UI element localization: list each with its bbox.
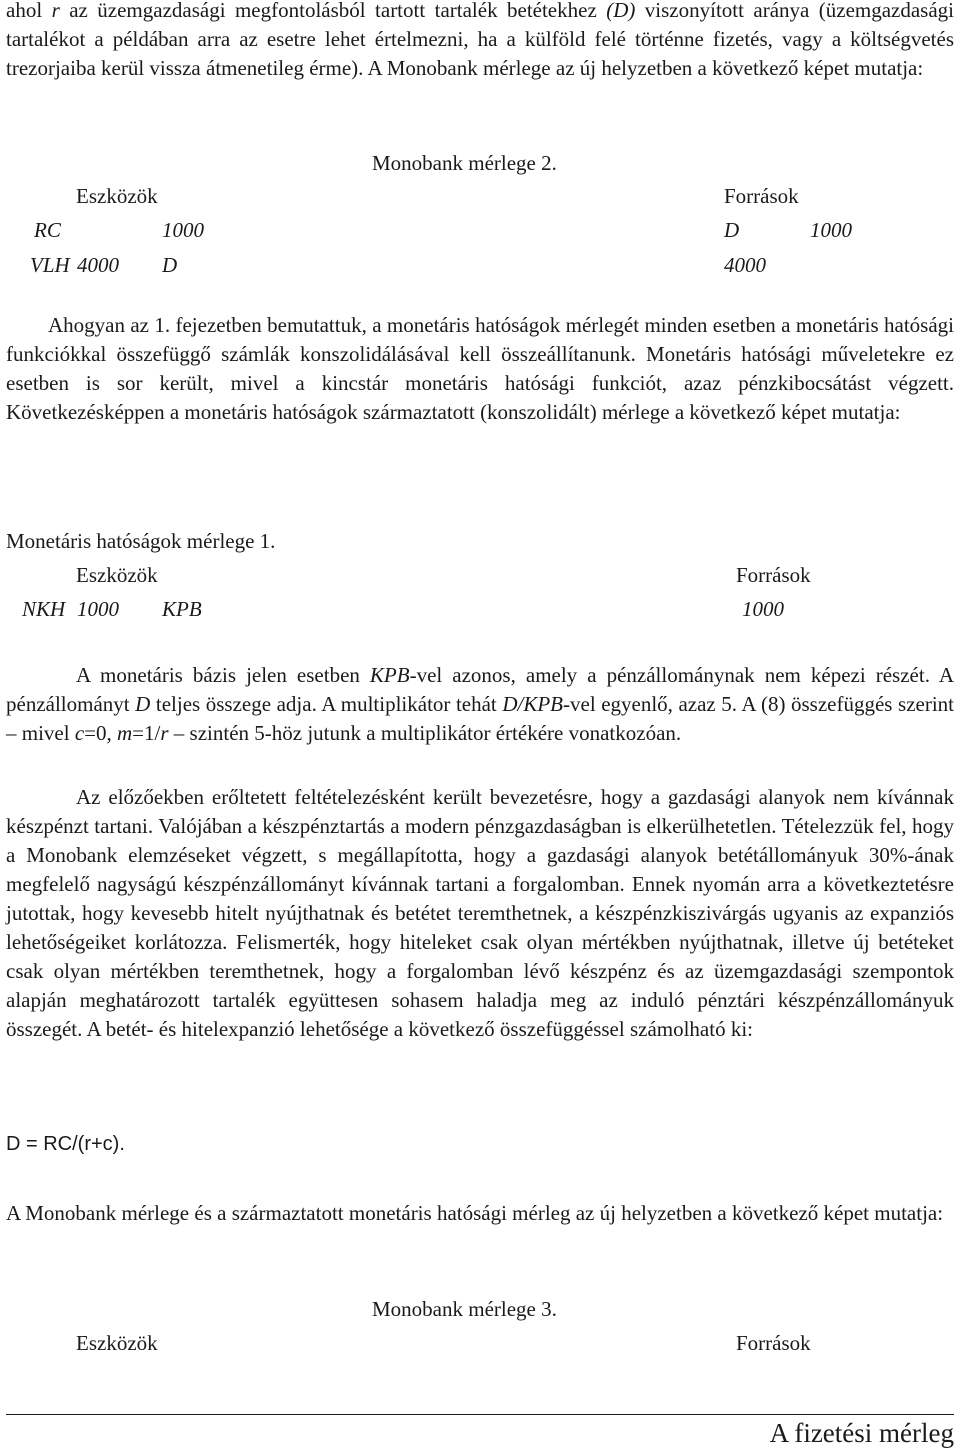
balance2-asset-vlh: VLH [30, 253, 70, 277]
monetary-balance1-liabilities-header: Források [736, 563, 811, 587]
text-run: A monetáris bázis jelen esetben [76, 663, 370, 687]
balance2-asset-rc-value: 1000 [162, 218, 204, 242]
monetary-balance1-asset-value: 1000 [77, 597, 119, 621]
balance2-title: Monobank mérlege 2. [372, 151, 557, 175]
var-D: (D) [606, 0, 636, 22]
ahogyan-paragraph: Ahogyan az 1. fejezetben bemutattuk, a monetáris hatóságok mérlegét minden esetben a monetáris hatósági funkciókkal összefüggő számlák konszolidálásával kell összeállítanunk. Monetáris hatósági műveletekre ez esetben is sor került, mivel a kincstár monetáris hatósági funkciót, azaz pénzkibocsátást végzett. Következésképpen a monetáris hatóságok származtatott (konszolidált) mérlege a következő képet mutatja: [6, 313, 954, 424]
text-run: -vel azonos, amely a pénzállománynak nem képezi részét. A pénzállományt [6, 663, 954, 716]
text-run: viszonyított aránya (üzemgazdasági tartalékot a példában arra az esetre lehet értelmezni, ha a külföld felé történne fizetés, vagy a költségvetés trezorjaiba kerül vissza átmenetileg érme). A Monobank mérlege az új helyzetben a következő képet mutatja: [6, 0, 955, 80]
intro-paragraph [6, 0, 954, 83]
multiplier-formula: D = RC/(r+c). [6, 1133, 125, 1155]
cash-holding-paragraph: Az előzőekben erőltetett feltételezésként került bevezetésre, hogy a gazdasági alanyok nem kívánnak készpénzt tartani. Valójában a készpénztartás a modern pénzgazdaságban is elkerülhetetlen. Tételezzük fel, hogy a Monobank elemzéseket végzett, s megállapította, hogy a gazdasági alanyok betétállományuk 30%-ának megfelelő nagyságú készpénzállományt kívánnak tartani a forgalomban. Ennek nyomán arra a következtetésre jutottak, hogy kevesebb hitelt nyújthatnak és betétet teremthetnek, a készpénzkiszivárgás ugyanis az expanziós lehetőségeiket korlátozza. Felismerték, hogy hiteleket csak olyan mértékben nyújthatnak, illetve új betéteket csak olyan mértékben teremthetnek, hogy a forgalomban lévő készpénz és az üzemgazdasági szempontok alapján meghatározott tartalék együttesen sohasem haladja meg az induló pénztári készpénzállományuk összegét. A betét- és hitelexpanzió lehetősége a következő összefüggéssel számolható ki: [6, 785, 954, 1041]
text-run: =1/ [132, 721, 161, 745]
monetary-balance1-title: Monetáris hatóságok mérlege 1. [6, 529, 276, 553]
balance3-assets-header: Eszközök [76, 1331, 158, 1355]
text-run: – szintén 5-höz jutunk a multiplikátor értékére vonatkozóan. [168, 721, 682, 745]
text-run: =0, [84, 721, 117, 745]
text-run: az üzemgazdasági megfontolásból tartott tartalék betétekhez [59, 0, 607, 22]
monetary-balance1-liab-value: 1000 [742, 597, 784, 621]
balance2-liab-value-2: 4000 [724, 253, 766, 277]
balance3-liabilities-header: Források [736, 1331, 811, 1355]
balance2-asset-rc: RC [34, 218, 61, 242]
var-r: r [51, 0, 60, 22]
var-m: m [117, 721, 133, 745]
text-run: -vel egyenlő, azaz 5. A (8) összefüggés szerint – mivel [6, 692, 954, 745]
monetary-balance1-asset-nkh: NKH [22, 597, 66, 621]
monetary-balance1-liab-kpb: KPB [162, 597, 202, 621]
var-D: D [135, 692, 151, 716]
balance2-liab-d: D [724, 218, 740, 242]
balance2-liab-d-value: 1000 [810, 218, 852, 242]
var-r: r [160, 721, 169, 745]
text-run: ahol [6, 0, 52, 22]
new-situation-paragraph: A Monobank mérlege és a származtatott monetáris hatósági mérleg az új helyzetben a következő képet mutatja: [6, 1201, 944, 1225]
footer-divider [6, 1414, 954, 1415]
var-kpb: KPB [369, 663, 410, 687]
balance2-assets-header: Eszközök [76, 184, 158, 208]
var-d-kpb: D/KPB [502, 692, 563, 716]
var-c: c [74, 721, 85, 745]
monetary-base-paragraph [6, 661, 954, 748]
balance3-title: Monobank mérlege 3. [372, 1297, 557, 1321]
balance2-asset-vlh-value: 4000 [77, 253, 119, 277]
running-footer: A fizetési mérleg [769, 1418, 954, 1448]
monetary-balance1-assets-header: Eszközök [76, 563, 158, 587]
balance2-liabilities-header: Források [724, 184, 799, 208]
balance2-mid-d: D [162, 253, 178, 277]
text-run: teljes összege adja. A multiplikátor tehát [150, 692, 503, 716]
